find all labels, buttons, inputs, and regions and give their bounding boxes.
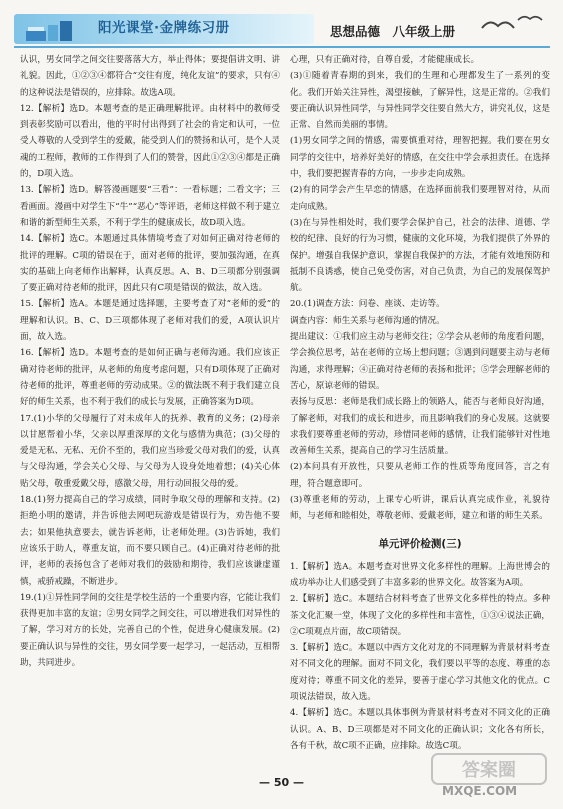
header-banner <box>14 14 314 44</box>
watermark-text: MXQE.COM <box>442 784 518 798</box>
answer-paragraph: 提出建议：①我们应主动与老师交往；②学会从老师的角度看问题，学会换位思考，站在老师的立场上想问题；③遇到问题要主动与老师沟通，求得理解；④正确对待老师的表扬和批评；⑤学会理解老师的苦心，原谅老师的错误。 <box>290 332 550 391</box>
answer-paragraph: 认识，男女同学之间交往要落落大方，举止得体；要提倡讲文明、讲礼貌。因此，①②③④都符合“交往有度，纯化友谊”的要求，只有④的这种说法是错误的，应排除。故选A项。 <box>20 55 280 98</box>
left-column <box>20 52 280 671</box>
answer-paragraph: (3)①随着青春期的到来，我们的生理和心理都发生了一系列的变化。我们开始关注异性，渴望接触，了解异性，这是正常的。②我们要正确认识异性同学，与异性同学交往要自然大方，讲究礼仪，这是正常、自然而美丽的事情。 <box>290 71 550 131</box>
section-title: 单元评价检测(三) <box>378 537 462 550</box>
answer-paragraph: (2)本问具有开放性，只要从老师工作的性质等角度回答，言之有理，符合题意即可。 <box>290 462 550 489</box>
answer-paragraph: (1)男女同学之间的情感，需要慎重对待，理智把握。我们要在男女同学的交往中，培养好美好的情感，在交往中学会承担责任。在选择中，我们要把握青春的方向，一步步走向成熟。 <box>290 136 550 180</box>
answer-14: 14.【解析】选C。本题通过具体情境考查了对如何正确对待老师的批评的理解。C项的错误在于，面对老师的批评，要加强沟通，在真实的基础上向老师作出解释，认真反思。A、B、D三项都分别强调了要正确对待老师的批评，因此只有C项是错误的做法，故入选。 <box>20 234 280 294</box>
flying-birds-icon <box>478 10 546 38</box>
answer-paragraph: 调查内容：师生关系与老师沟通的情况。 <box>290 315 445 326</box>
answer-12: 12.【解析】选D。本题考查的是正确理解批评。由材料中的教师受到表彰奖励可以看出，他的平时付出得到了社会的肯定和认可，一位受人尊敬的人受到学生的爱戴，能受到人们的赞扬和认可，是个人灵魂的工程师，教师的工作得到了人们的赞誉，因此①②③④都是正确的，D项入选。 <box>20 103 280 180</box>
answer-paragraph: 表扬与反思：老师是我们成长路上的领路人，能否与老师良好沟通，了解老师，对我们的成长和进步，而且影响我们的身心发展。这就要求我们要尊重老师的劳动，珍惜同老师的感情，让我们能够针对性地改善师生关系，提高自己的学习生活质量。 <box>290 397 550 457</box>
answer-17: 17.(1)小华的父母履行了对未成年人的抚养、教育的义务；(2)母亲以甘愿帮着小华，父亲以厚重深厚的文化与感情为典范；(3)父母的爱是无私、无私、无价不至的，我们应当珍爱父母对我们的爱，认真与父母沟通，学会关心父母、与父母为人设身处地着想；(4)关心体贴父母，敬重爱戴父母，感激父母，用行动回报父母的爱。 <box>20 413 280 489</box>
subject-grade-label: 思想品德 八年级上册 <box>330 24 456 39</box>
answer-15: 15.【解析】选A。本题是通过选择题，主要考查了对“老师的爱”的理解和认识。B、C、D三项都体现了老师对我们的爱，A项认识片面，故入选。 <box>20 299 280 343</box>
right-column <box>290 52 550 754</box>
header-rule <box>14 46 550 48</box>
book-stack-icon <box>24 17 76 43</box>
answer-18: 18.(1)努力提高自己的学习成绩，同时争取父母的理解和支持。(2)拒绝小明的邀请，并告诉他去网吧玩游戏是错误行为，劝告他不要去；如果他执意要去，就告诉老师，让老师处理。(3)告诉她，我们应该乐于助人，尊重友谊，而不要只顾自己。(4)正确对待老师的批评，老师的表扬包含了老师对我们的鼓励和期待，我们应该谦虚谨慎，戒骄戒躁，不断进步。 <box>20 495 280 587</box>
page-number: — 50 — <box>259 776 304 789</box>
answer-20: 20.(1)调查方法：问卷、座谈、走访等。 <box>290 299 445 310</box>
answer-paragraph: (3)在与异性相处时，我们要学会保护自己，社会的法律、道德、学校的纪律、良好的行为习惯，健康的文化环境，为我们提供了外界的保护。增强自我保护意识，掌握自我保护的方法，才能有效地预防和抵制不良诱惑，使自己免受伤害，对自己负责，为自己的发展保驾护航。 <box>290 217 550 294</box>
answer-16: 16.【解析】选D。本题考查的是如何正确与老师沟通。我们应该正确对待老师的批评，从老师的角度考虑问题，只有D项体现了正确对待老师的批评，尊重老师的劳动成果。②的做法既不利于我们建立良好的师生关系，也不利于我们的成长与发展，正确答案为D项。 <box>20 348 280 408</box>
answer-19: 19.(1)①异性同学间的交往是学校生活的一个重要内容，它能让我们获得更加丰富的友谊；②男女同学之间交往，可以增进我们对异性的了解，学习对方的长处，完善自己的个性，促进身心健康发展。(2)要正确认识与异性的交往，男女同学要一起学习，一起活动，互相帮助，共同进步。 <box>20 592 280 668</box>
answer-paragraph: 心理，只有正确对待，自尊自爱，才能健康成长。 <box>290 55 480 65</box>
answer-paragraph: (3)尊重老师的劳动，上课专心听讲，课后认真完成作业，礼貌待师，与老师和睦相处，尊敬老师、爱戴老师，建立和谐的师生关系。 <box>290 495 550 522</box>
answer-paragraph: (2)有的同学会产生早恋的情感，在选择面前我们要理智对待，从而走向成熟。 <box>290 185 550 212</box>
unit-answer-4: 4.【解析】选C。本题以具体事例为背景材料考查对不同文化的正确认识。A、B、D三项都是对不同文化的正确认识；文化各有所长，各有千秋，故C项不正确，应排除。故选C项。 <box>290 708 550 751</box>
unit-answer-2: 2.【解析】选C。本题结合材料考查了世界文化多样性的特点。多种茶文化汇聚一堂，体现了文化的多样性和丰富性，①③④说法正确，②C项观点片面，故C项错误。 <box>290 594 550 637</box>
svg-text:答案圈: 答案圈 <box>462 760 516 781</box>
unit-answer-1: 1.【解析】选A。本题考查对世界文化多样性的理解。上海世博会的成功举办让人们感受到了丰富多彩的世界文化。故答案为A项。 <box>290 561 550 588</box>
page-header <box>0 0 563 50</box>
unit-answer-3: 3.【解析】选C。本题以中西方文化对龙的不同理解为背景材料考查对不同文化的理解。面对不同文化，我们要以平等的态度、尊重的态度对待；尊重不同文化的差异，要善于虚心学习其他文化的优点。C项说法错误，故入选。 <box>290 643 550 702</box>
banner-title: 阳光课堂·金牌练习册 <box>98 20 230 36</box>
answer-13: 13.【解析】选D。解答漫画题要“三看”：一看标题；二看文字；三看画面。漫画中对学生下“牛”“恶心”等评语，老师这样做不利于建立和谐的新型师生关系，不利于学生的健康成长，故D项入选。 <box>20 185 280 228</box>
